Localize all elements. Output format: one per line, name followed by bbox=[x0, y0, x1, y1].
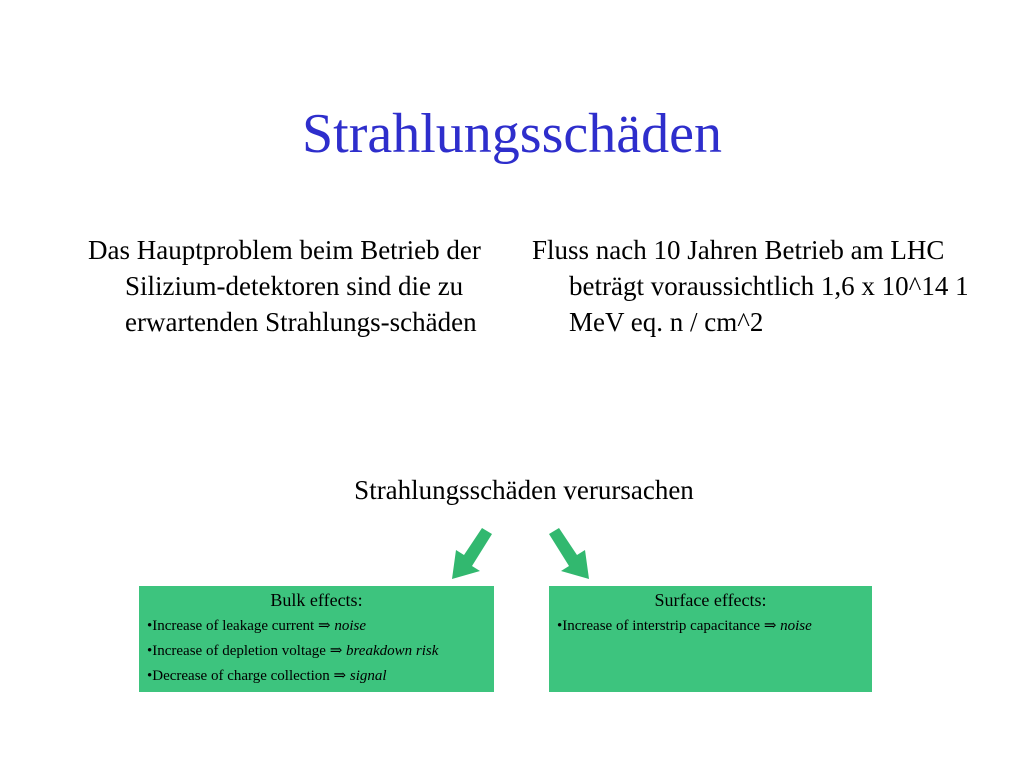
caption: Strahlungsschäden verursachen bbox=[354, 475, 694, 505]
right-paragraph: Fluss nach 10 Jahren Betrieb am LHC beträgt voraussichtlich 1,6 x 10^14 1 MeV eq. n / cm^2 bbox=[532, 235, 969, 337]
slide-title: Strahlungsschäden bbox=[302, 103, 722, 165]
surface-effects-title: Surface effects: bbox=[654, 590, 767, 610]
arrow-down-right-icon bbox=[545, 526, 595, 582]
list-item: •Increase of interstrip capacitance ⇒ noise bbox=[557, 618, 812, 634]
bulk-effects-title: Bulk effects: bbox=[270, 590, 363, 610]
list-item: •Increase of leakage current ⇒ noise bbox=[147, 618, 366, 634]
surface-effects-box bbox=[549, 586, 872, 692]
arrow-down-left-icon bbox=[446, 526, 496, 582]
implies-icon: ⇒ bbox=[333, 668, 347, 684]
implies-icon: ⇒ bbox=[317, 618, 331, 634]
left-paragraph: Das Hauptproblem beim Betrieb der Silizium-detektoren sind die zu erwartenden Strahlungs-schäden bbox=[88, 235, 481, 337]
implies-icon: ⇒ bbox=[329, 643, 343, 659]
list-item: •Increase of depletion voltage ⇒ breakdown risk bbox=[147, 643, 439, 659]
list-item: •Decrease of charge collection ⇒ signal bbox=[147, 668, 387, 684]
bulk-effects-box bbox=[139, 586, 494, 692]
implies-icon: ⇒ bbox=[763, 618, 777, 634]
